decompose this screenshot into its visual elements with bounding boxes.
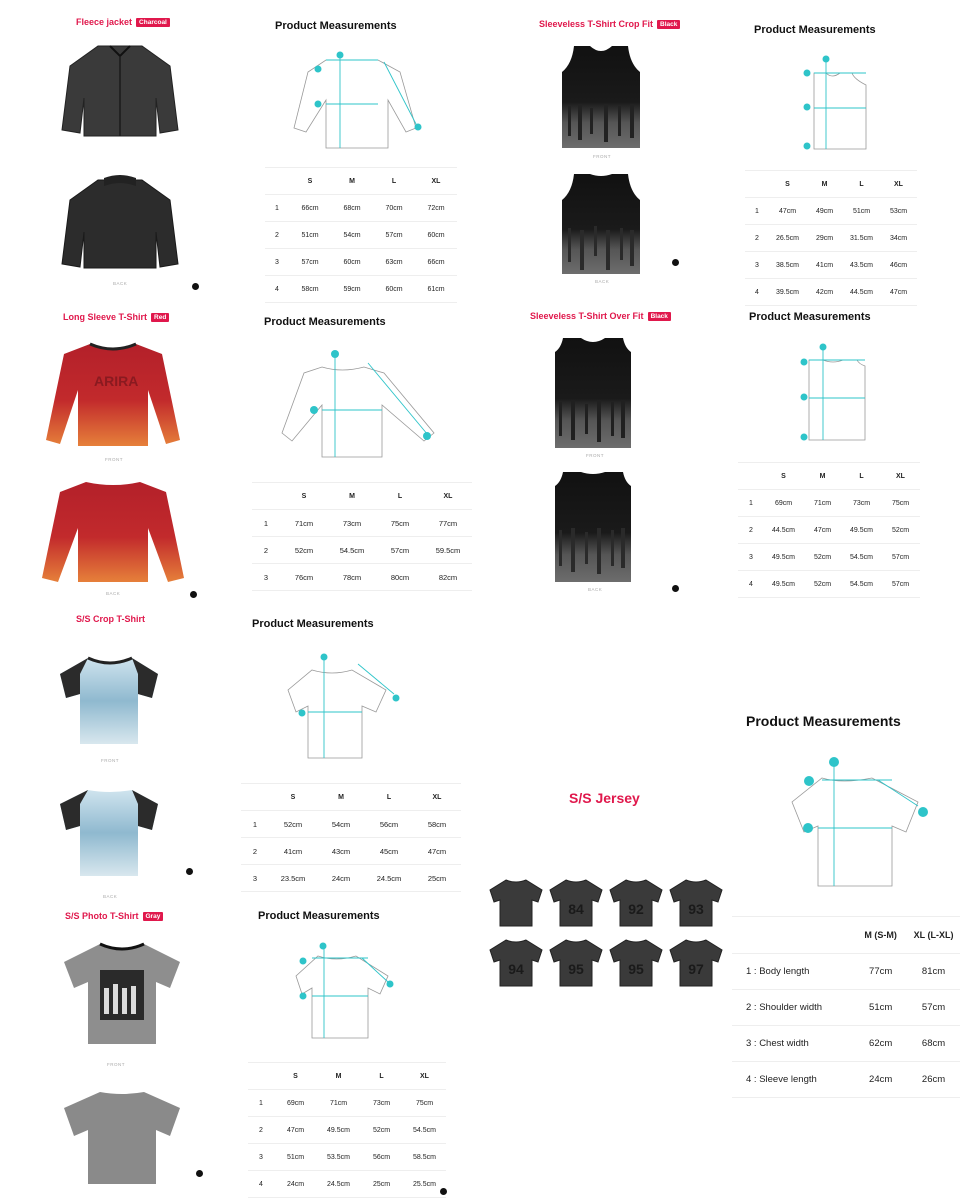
table-header-row (265, 168, 457, 195)
measurement-cell: 61cm (415, 276, 457, 303)
row-label: 1 (248, 1090, 274, 1117)
row-label: 3 (241, 865, 269, 892)
measurement-cell: 54.5cm (842, 571, 881, 598)
front-caption: FRONT (107, 1062, 125, 1067)
size-table-long-sleeve (252, 482, 472, 591)
over-tank-back-image (553, 470, 633, 584)
product-title-ss-crop (76, 614, 145, 624)
size-header: L (360, 1063, 403, 1090)
measurement-cell: 43cm (317, 838, 365, 865)
table-row (732, 954, 960, 990)
photo-tee-measure-diagram (294, 938, 404, 1042)
size-header: XL (403, 1063, 446, 1090)
size-header: L (365, 784, 413, 811)
table-row (745, 198, 917, 225)
jersey-image (548, 878, 604, 928)
measurement-cell: 60cm (331, 249, 373, 276)
measurement-cell: 24cm (274, 1171, 317, 1198)
photo-tee-back-image (60, 1078, 184, 1186)
jersey-image (548, 938, 604, 988)
size-header: M (328, 483, 376, 510)
row-label: 2 (248, 1117, 274, 1144)
measurement-cell: 66cm (415, 249, 457, 276)
measurement-cell: 70cm (373, 195, 415, 222)
measurement-cell: 75cm (376, 510, 424, 537)
table-header-blank (732, 917, 854, 954)
table-row (732, 1062, 960, 1098)
measurement-cell: 49.5cm (764, 544, 803, 571)
measurement-cell: 54.5cm (328, 537, 376, 564)
table-row (738, 571, 920, 598)
row-label: 2 (738, 517, 764, 544)
long-sleeve-front-image (44, 340, 182, 450)
measurement-cell: 51cm (289, 222, 331, 249)
row-label: 4 (745, 279, 769, 306)
measurement-cell: 53.5cm (317, 1144, 360, 1171)
measurement-cell: 49.5cm (317, 1117, 360, 1144)
product-title-jersey: S/S Jersey (569, 790, 640, 806)
measurement-cell: 75cm (403, 1090, 446, 1117)
measurement-cell: 54cm (317, 811, 365, 838)
row-label: 1 (745, 198, 769, 225)
back-caption: BACK (113, 281, 128, 286)
size-header: M (806, 171, 843, 198)
over-tank-front-image (553, 336, 633, 450)
color-badge: Red (151, 313, 169, 322)
jersey-measure-diagram (788, 756, 938, 890)
row-label: 3 (745, 252, 769, 279)
measurement-cell: 47cm (274, 1117, 317, 1144)
measurement-cell: 57cm (373, 222, 415, 249)
measurement-cell: 68cm (331, 195, 373, 222)
measurement-cell: 38.5cm (769, 252, 806, 279)
size-header: L (373, 168, 415, 195)
long-sleeve-measure-diagram (280, 345, 440, 460)
product-name: Fleece jacket (76, 17, 133, 27)
fleece-back-image (60, 172, 180, 272)
row-label: 3 : Chest width (732, 1026, 854, 1062)
table-row (738, 517, 920, 544)
row-label: 3 (265, 249, 289, 276)
table-row (252, 510, 472, 537)
size-header: M (317, 784, 365, 811)
measurement-cell: 52cm (803, 544, 842, 571)
size-header: S (280, 483, 328, 510)
row-label: 2 (241, 838, 269, 865)
row-label: 1 : Body length (732, 954, 854, 990)
color-badge: Charcoal (136, 18, 170, 27)
table-row (241, 811, 461, 838)
row-label: 1 (738, 490, 764, 517)
table-header-blank (738, 463, 764, 490)
table-row (745, 252, 917, 279)
size-header: XL (415, 168, 457, 195)
row-label: 4 (248, 1171, 274, 1198)
size-header: L (842, 463, 881, 490)
measurement-cell: 62cm (854, 1026, 907, 1062)
measurement-cell: 71cm (803, 490, 842, 517)
crop-tank-front-image (560, 44, 642, 150)
measurement-cell: 57cm (907, 990, 960, 1026)
zoom-dot[interactable] (440, 1188, 447, 1195)
table-row (248, 1090, 446, 1117)
table-row (248, 1117, 446, 1144)
measurement-cell: 51cm (854, 990, 907, 1026)
measurement-cell: 63cm (373, 249, 415, 276)
over-tank-measure-diagram (795, 340, 875, 444)
back-caption: BACK (103, 894, 118, 899)
measurement-cell: 58.5cm (403, 1144, 446, 1171)
measurements-title: Product Measurements (275, 20, 397, 32)
size-header: XL (413, 784, 461, 811)
jersey-image (488, 878, 544, 928)
measurement-cell: 52cm (280, 537, 328, 564)
table-row (732, 1026, 960, 1062)
size-header: L (843, 171, 880, 198)
table-header-blank (745, 171, 769, 198)
table-header-row (738, 463, 920, 490)
row-label: 3 (738, 544, 764, 571)
measurement-cell: 73cm (360, 1090, 403, 1117)
measurement-cell: 71cm (280, 510, 328, 537)
measurement-cell: 57cm (376, 537, 424, 564)
jersey-number: 95 (568, 961, 584, 977)
table-header-blank (252, 483, 280, 510)
measurement-cell: 39.5cm (769, 279, 806, 306)
measurement-cell: 44.5cm (764, 517, 803, 544)
jersey-image (668, 878, 724, 928)
measurement-cell: 52cm (360, 1117, 403, 1144)
measurement-cell: 54cm (331, 222, 373, 249)
measurement-cell: 25.5cm (403, 1171, 446, 1198)
product-title-long-sleeve (63, 312, 169, 322)
table-header-row (248, 1063, 446, 1090)
row-label: 4 : Sleeve length (732, 1062, 854, 1098)
size-header: S (274, 1063, 317, 1090)
size-header: M (317, 1063, 360, 1090)
row-label: 2 (252, 537, 280, 564)
jersey-number: 94 (508, 961, 524, 977)
measurement-cell: 56cm (365, 811, 413, 838)
size-table-fleece (265, 167, 457, 303)
measurement-cell: 26.5cm (769, 225, 806, 252)
size-header: XL (880, 171, 917, 198)
size-header: XL (881, 463, 920, 490)
measurement-cell: 24cm (854, 1062, 907, 1098)
table-row (265, 276, 457, 303)
ss-crop-front-image (58, 656, 162, 748)
row-label: 3 (252, 564, 280, 591)
measurement-cell: 34cm (880, 225, 917, 252)
measurement-cell: 75cm (881, 490, 920, 517)
measurement-cell: 57cm (881, 544, 920, 571)
crop-tank-measure-diagram (800, 55, 875, 150)
product-title-sleeveless-over (530, 311, 671, 321)
measurement-cell: 49.5cm (842, 517, 881, 544)
measurement-cell: 72cm (415, 195, 457, 222)
product-title-photo-tee (65, 911, 163, 921)
row-label: 4 (738, 571, 764, 598)
row-label: 1 (265, 195, 289, 222)
jersey-image (608, 938, 664, 988)
zoom-dot[interactable] (190, 591, 197, 598)
row-label: 1 (252, 510, 280, 537)
back-caption: BACK (106, 591, 121, 596)
jersey-grid (488, 878, 728, 990)
table-header-blank (265, 168, 289, 195)
ss-crop-back-image (58, 784, 162, 880)
product-title-fleece (76, 17, 170, 27)
measurement-cell: 77cm (424, 510, 472, 537)
measurement-cell: 58cm (289, 276, 331, 303)
product-name: S/S Crop T-Shirt (76, 614, 146, 624)
measurement-cell: 25cm (413, 865, 461, 892)
measurement-cell: 26cm (907, 1062, 960, 1098)
measurement-cell: 52cm (269, 811, 317, 838)
measurement-cell: 25cm (360, 1171, 403, 1198)
measurement-cell: 46cm (880, 252, 917, 279)
size-table-jersey (732, 916, 960, 1098)
fleece-front-image (60, 38, 180, 138)
table-header-row (252, 483, 472, 510)
back-caption: BACK (595, 279, 610, 284)
table-header-row (241, 784, 461, 811)
row-label: 2 (265, 222, 289, 249)
jersey-image (488, 938, 544, 988)
measurement-cell: 24.5cm (365, 865, 413, 892)
front-caption: FRONT (101, 758, 119, 763)
size-header: S (769, 171, 806, 198)
product-name: Sleeveless T-Shirt Over Fit (530, 311, 644, 321)
row-label: 2 (745, 225, 769, 252)
measurement-cell: 24cm (317, 865, 365, 892)
product-name: Sleeveless T-Shirt Crop Fit (539, 19, 654, 29)
measurement-cell: 54.5cm (403, 1117, 446, 1144)
crop-tank-back-image (560, 172, 642, 276)
table-row (265, 222, 457, 249)
svg-text:ARIRA: ARIRA (94, 373, 139, 389)
row-label: 4 (265, 276, 289, 303)
table-row (241, 865, 461, 892)
table-row (241, 838, 461, 865)
product-name: Long Sleeve T-Shirt (63, 312, 148, 322)
table-row (265, 195, 457, 222)
size-table-sleeveless-over (738, 462, 920, 598)
row-label: 2 : Shoulder width (732, 990, 854, 1026)
table-row (265, 249, 457, 276)
long-sleeve-back-image (40, 478, 186, 586)
jersey-image (608, 878, 664, 928)
measurement-cell: 47cm (413, 838, 461, 865)
measurement-cell: 52cm (881, 517, 920, 544)
table-header-row (732, 917, 960, 954)
measurement-cell: 73cm (328, 510, 376, 537)
measurement-cell: 69cm (764, 490, 803, 517)
table-header-row (745, 171, 917, 198)
product-title-sleeveless-crop (539, 19, 680, 29)
measurement-cell: 47cm (769, 198, 806, 225)
table-row (248, 1171, 446, 1198)
measurement-cell: 45cm (365, 838, 413, 865)
measurement-cell: 53cm (880, 198, 917, 225)
measurement-cell: 24.5cm (317, 1171, 360, 1198)
row-label: 1 (241, 811, 269, 838)
zoom-dot[interactable] (192, 283, 199, 290)
size-header: S (289, 168, 331, 195)
size-header: L (376, 483, 424, 510)
measurement-cell: 76cm (280, 564, 328, 591)
measurements-title: Product Measurements (264, 316, 386, 328)
measurement-cell: 71cm (317, 1090, 360, 1117)
size-table-photo-tee (248, 1062, 446, 1198)
measurement-cell: 60cm (415, 222, 457, 249)
measurements-title: Product Measurements (749, 311, 871, 323)
measurement-cell: 44.5cm (843, 279, 880, 306)
photo-tee-front-image (60, 940, 184, 1048)
table-row (738, 490, 920, 517)
measurements-title: Product Measurements (258, 910, 380, 922)
measurement-cell: 56cm (360, 1144, 403, 1171)
back-caption: BACK (588, 587, 603, 592)
size-header: M (803, 463, 842, 490)
measurement-cell: 47cm (803, 517, 842, 544)
size-header: XL (L-XL) (907, 917, 960, 954)
measurement-cell: 41cm (806, 252, 843, 279)
measurement-cell: 77cm (854, 954, 907, 990)
measurement-cell: 51cm (843, 198, 880, 225)
measurements-title: Product Measurements (746, 713, 901, 729)
jersey-number: 92 (628, 901, 644, 917)
measurement-cell: 80cm (376, 564, 424, 591)
table-header-blank (248, 1063, 274, 1090)
measurement-cell: 29cm (806, 225, 843, 252)
size-header: S (269, 784, 317, 811)
size-header: XL (424, 483, 472, 510)
measurement-cell: 68cm (907, 1026, 960, 1062)
measurement-cell: 49cm (806, 198, 843, 225)
table-row (745, 279, 917, 306)
row-label: 3 (248, 1144, 274, 1171)
size-table-ss-crop (241, 783, 461, 892)
fleece-measure-diagram (288, 50, 428, 150)
measurement-cell: 81cm (907, 954, 960, 990)
measurement-cell: 59cm (331, 276, 373, 303)
measurement-cell: 73cm (842, 490, 881, 517)
front-caption: FRONT (593, 154, 611, 159)
size-header: S (764, 463, 803, 490)
measurement-cell: 41cm (269, 838, 317, 865)
table-header-blank (241, 784, 269, 811)
measurement-cell: 78cm (328, 564, 376, 591)
zoom-dot[interactable] (196, 1170, 203, 1177)
measurement-cell: 60cm (373, 276, 415, 303)
jersey-number: 84 (568, 901, 584, 917)
ss-crop-measure-diagram (286, 650, 406, 762)
measurement-cell: 42cm (806, 279, 843, 306)
measurement-cell: 47cm (880, 279, 917, 306)
measurement-cell: 69cm (274, 1090, 317, 1117)
size-header: M (S-M) (854, 917, 907, 954)
table-row (252, 537, 472, 564)
measurement-cell: 52cm (803, 571, 842, 598)
measurements-title: Product Measurements (754, 24, 876, 36)
zoom-dot[interactable] (672, 259, 679, 266)
measurement-cell: 49.5cm (764, 571, 803, 598)
jersey-number: 95 (628, 961, 644, 977)
jersey-image (668, 938, 724, 988)
table-row (738, 544, 920, 571)
product-name: S/S Photo T-Shirt (65, 911, 139, 921)
jersey-number: 93 (688, 901, 704, 917)
measurement-cell: 43.5cm (843, 252, 880, 279)
measurements-title: Product Measurements (252, 618, 374, 630)
table-row (252, 564, 472, 591)
zoom-dot[interactable] (672, 585, 679, 592)
front-caption: FRONT (586, 453, 604, 458)
zoom-dot[interactable] (186, 868, 193, 875)
measurement-cell: 51cm (274, 1144, 317, 1171)
jersey-number: 97 (688, 961, 704, 977)
measurement-cell: 57cm (289, 249, 331, 276)
measurement-cell: 82cm (424, 564, 472, 591)
measurement-cell: 59.5cm (424, 537, 472, 564)
size-table-sleeveless-crop (745, 170, 917, 306)
measurement-cell: 57cm (881, 571, 920, 598)
color-badge: Black (648, 312, 671, 321)
size-header: M (331, 168, 373, 195)
table-row (732, 990, 960, 1026)
measurement-cell: 23.5cm (269, 865, 317, 892)
measurement-cell: 58cm (413, 811, 461, 838)
front-caption: FRONT (105, 457, 123, 462)
measurement-cell: 31.5cm (843, 225, 880, 252)
color-badge: Black (657, 20, 680, 29)
measurement-cell: 66cm (289, 195, 331, 222)
table-row (248, 1144, 446, 1171)
measurement-cell: 54.5cm (842, 544, 881, 571)
table-row (745, 225, 917, 252)
color-badge: Gray (143, 912, 164, 921)
